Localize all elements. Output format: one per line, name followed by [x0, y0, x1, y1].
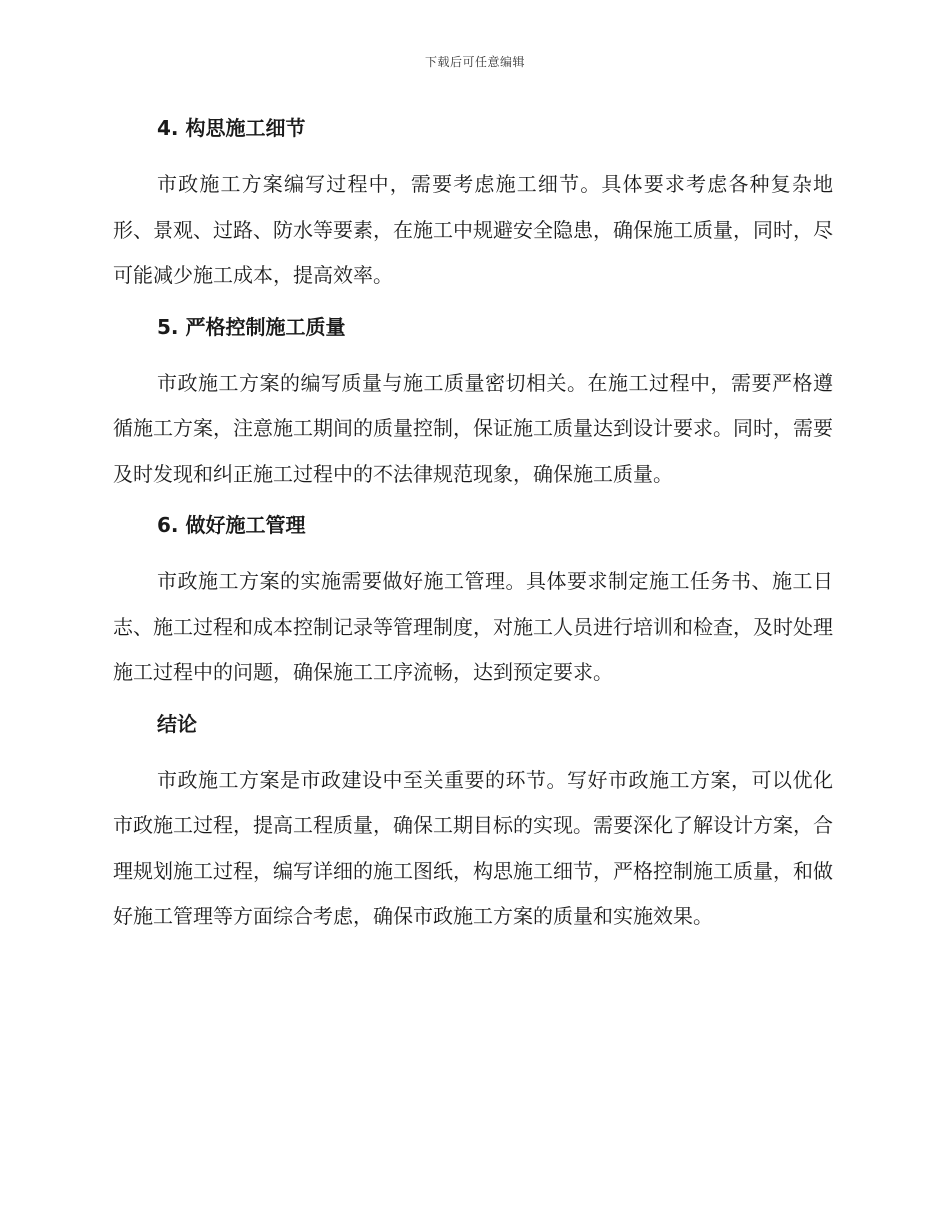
section-body-6: 市政施工方案的实施需要做好施工管理。具体要求制定施工任务书、施工日志、施工过程和成本控制记录等管理制度，对施工人员进行培训和检查，及时处理施工过程中的问题，确保施工工序流畅，达到预定要求。: [113, 569, 833, 684]
section-title-conclusion: 结论: [157, 711, 197, 736]
header-note: 下载后可任意编辑: [424, 55, 525, 69]
section-title-6: 6. 做好施工管理: [157, 513, 306, 537]
section-title-4: 4. 构思施工细节: [157, 116, 306, 140]
section-body-5: 市政施工方案的编写质量与施工质量密切相关。在施工过程中，需要严格遵循施工方案，注意施工期间的质量控制，保证施工质量达到设计要求。同时，需要及时发现和纠正施工过程中的不法律规范现象，确保施工质量。: [113, 370, 833, 486]
section-body-4: 市政施工方案编写过程中，需要考虑施工细节。具体要求考虑各种复杂地形、景观、过路、防水等要素，在施工中规避安全隐患，确保施工质量，同时，尽可能减少施工成本，提高效率。: [113, 172, 833, 287]
section-body-conclusion: 市政施工方案是市政建设中至关重要的环节。写好市政施工方案，可以优化市政施工过程，提高工程质量，确保工期目标的实现。需要深化了解设计方案，合理规划施工过程，编写详细的施工图纸，构思施工细节，严格控制施工质量，和做好施工管理等方面综合考虑，确保市政施工方案的质量和实施效果。: [113, 767, 833, 928]
section-title-5: 5. 严格控制施工质量: [157, 314, 346, 339]
document-content: [113, 108, 833, 940]
